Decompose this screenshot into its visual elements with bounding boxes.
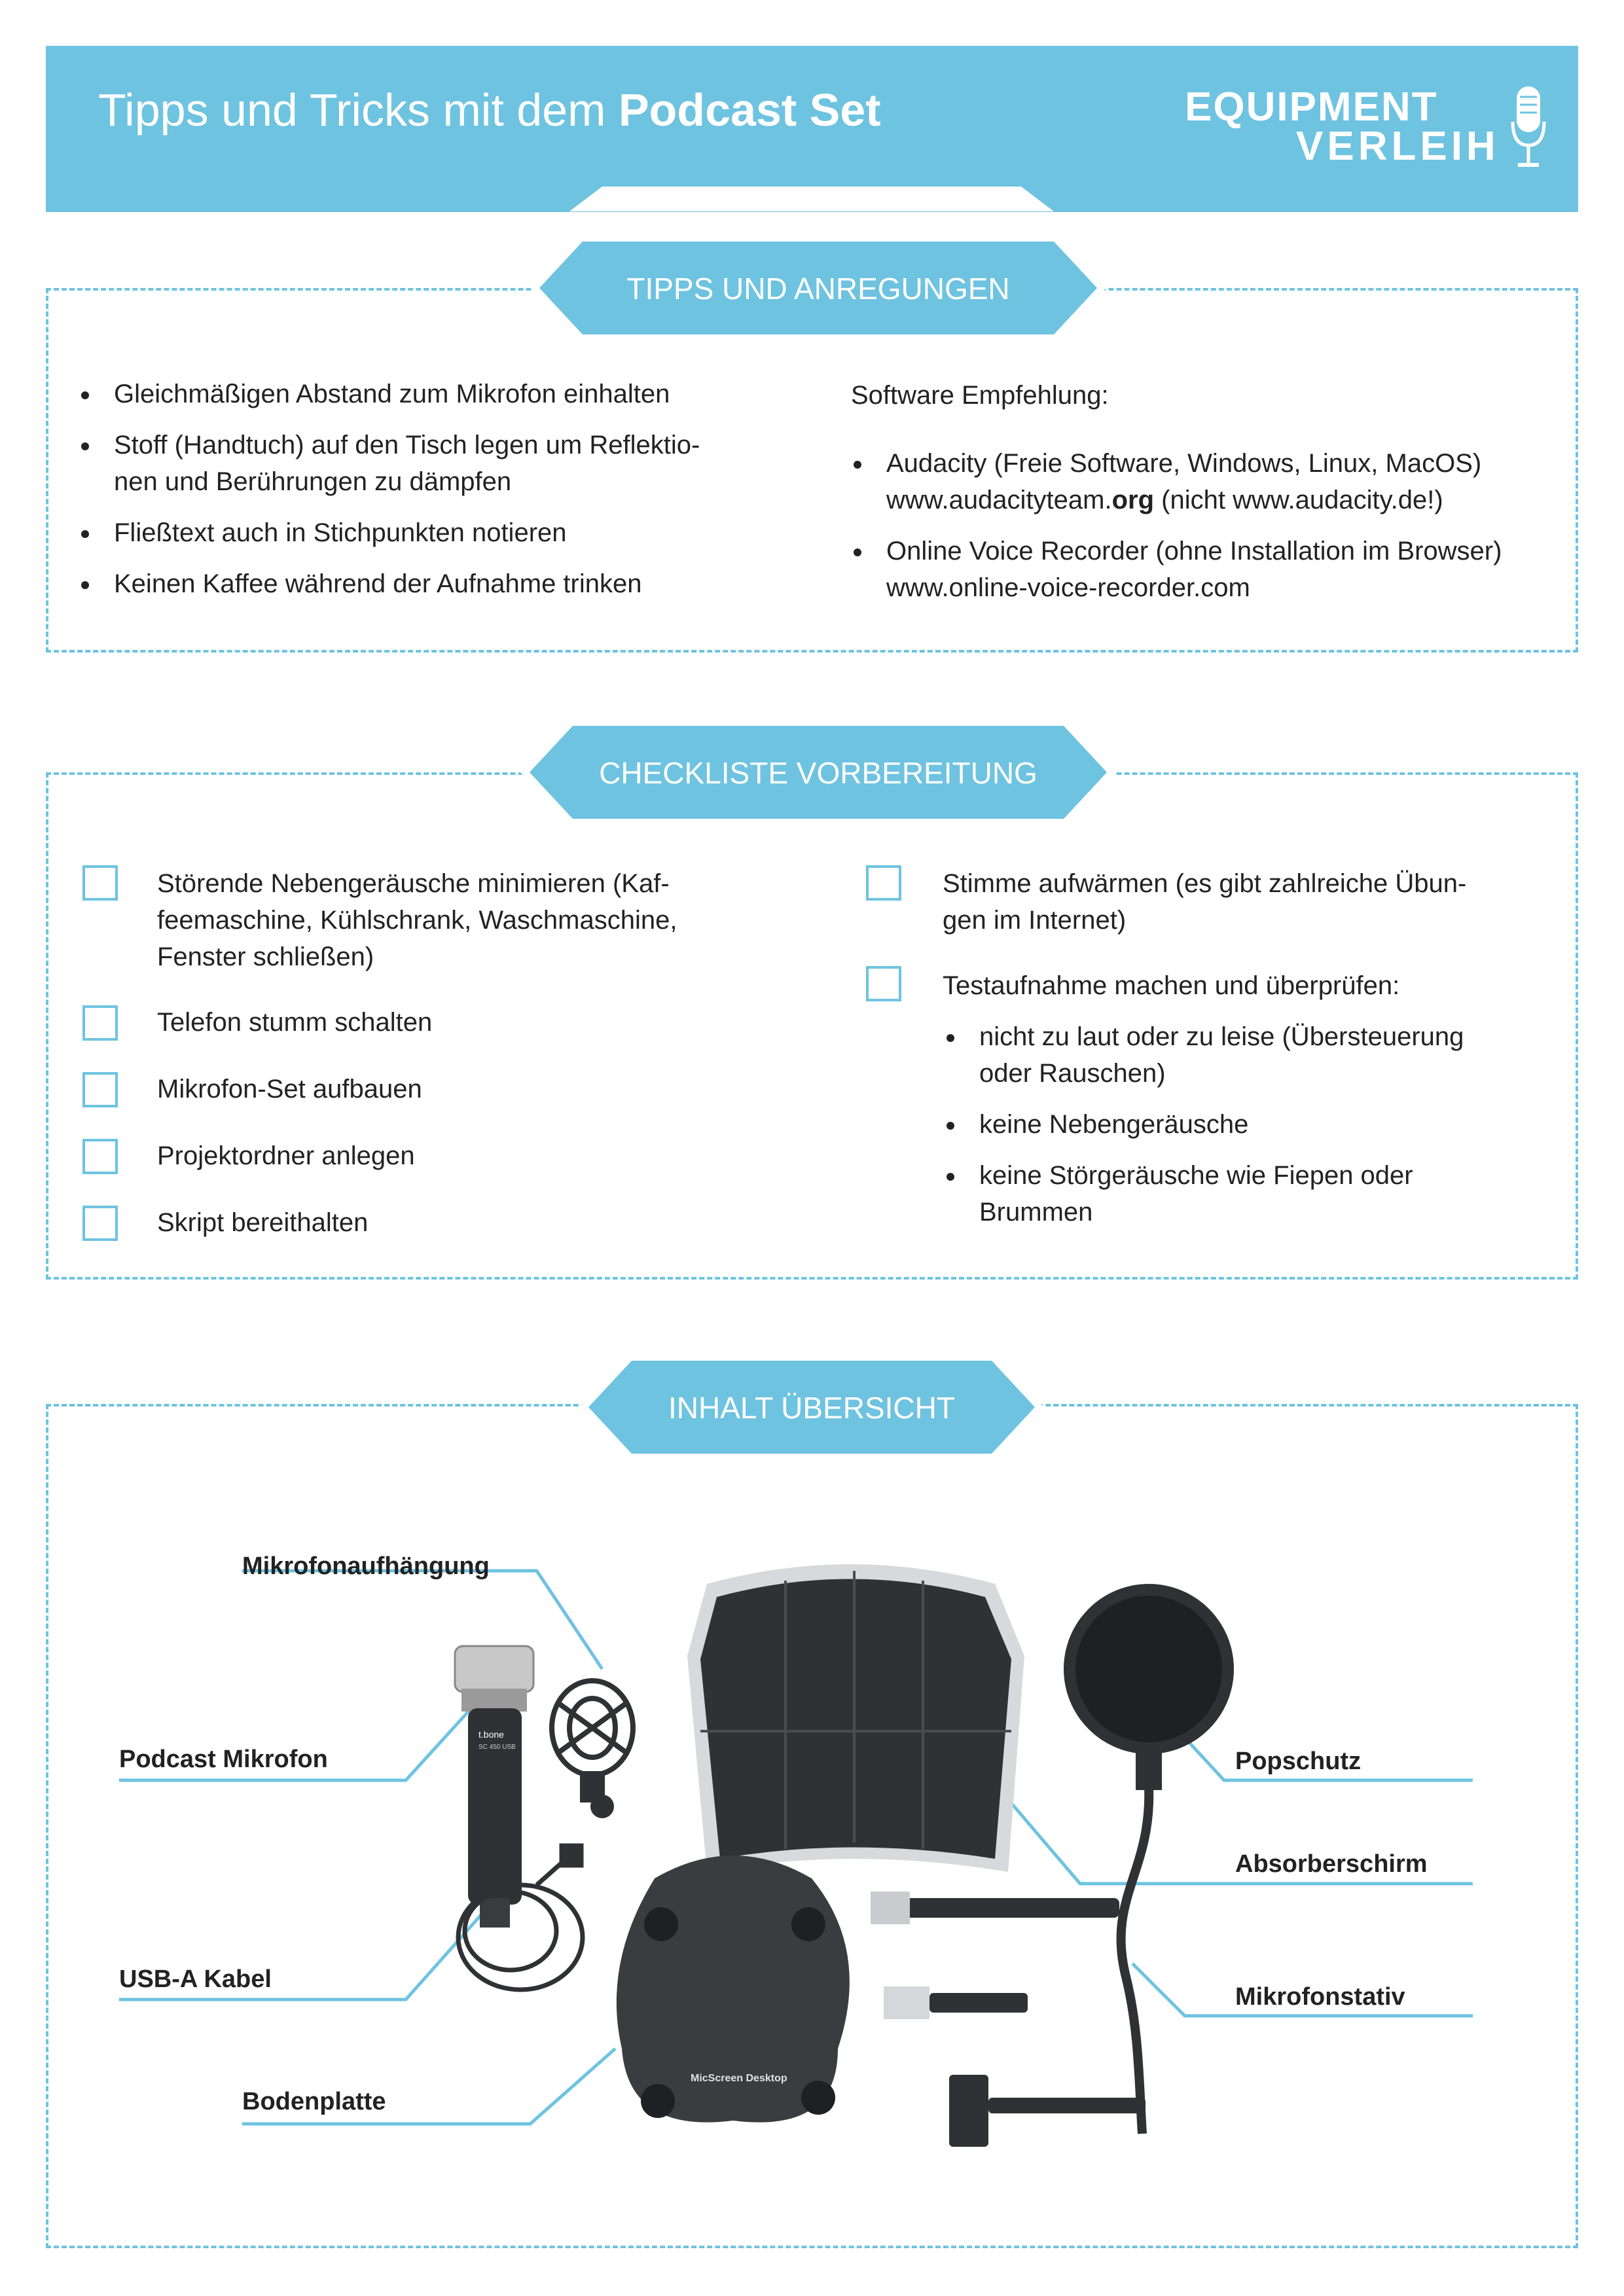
overview-banner-label: INHALT ÜBERSICHT (668, 1391, 955, 1425)
test-recording-sublist (943, 1018, 1571, 1245)
tip-item: Fließtext auch in Stichpunkten notieren (77, 514, 810, 551)
equipment-verleih-logo (1185, 79, 1551, 177)
mic-stand-parts (871, 1892, 1146, 2147)
mic-brand-text: t.bone (478, 1729, 504, 1740)
shock-mount (552, 1681, 633, 1816)
tips-banner-label: TIPPS UND ANREGUNGEN (626, 272, 1010, 306)
podcast-set-illustration (0, 1505, 1624, 2160)
checklist-item: Testaufnahme machen und überprüfen: (943, 971, 1400, 1000)
logo-line2: VERLEIH (1296, 124, 1500, 169)
checkbox[interactable] (82, 1139, 118, 1174)
label-absorberschirm: Absorberschirm (1235, 1850, 1428, 1878)
label-podcast-mikrofon: Podcast Mikrofon (119, 1746, 328, 1773)
software-item: Audacity (Freie Software, Windows, Linux, MacOS) www.audacityteam.org (nicht www.audacity.de!) (850, 445, 1576, 518)
checkbox[interactable] (82, 1005, 118, 1041)
checkbox[interactable] (866, 865, 901, 901)
software-item: Online Voice Recorder (ohne Installation im Browser) www.online-voice-recorder.com (850, 533, 1576, 606)
checklist-item: Störende Nebengeräusche minimieren (Kaf- feemaschine, Kühlschrank, Waschmaschine, Fenster schließen) (157, 869, 677, 971)
checklist-item: Mikrofon-Set aufbauen (157, 1075, 422, 1103)
checklist-item: Skript bereithalten (157, 1208, 369, 1237)
software-heading: Software Empfehlung: (851, 381, 1109, 410)
pop-filter (1064, 1584, 1234, 2134)
label-popschutz: Popschutz (1235, 1748, 1362, 1775)
tip-item: Stoff (Handtuch) auf den Tisch legen um Reflektio- nen und Berührungen zu dämpfen (77, 427, 810, 500)
checkbox[interactable] (866, 966, 901, 1001)
software-list (850, 445, 1576, 620)
base-plate (617, 1856, 850, 2123)
sub-bullet: keine Störgeräusche wie Fiepen oder Brummen (943, 1157, 1571, 1230)
label-mikrofonstativ: Mikrofonstativ (1235, 1983, 1405, 2011)
label-mikrofonaufhaengung: Mikrofonaufhängung (242, 1552, 490, 1580)
software-url[interactable]: www.online-voice-recorder.com (886, 573, 1250, 602)
mic-model-text: SC 450 USB (478, 1744, 516, 1751)
absorber-screen (687, 1564, 1024, 1872)
checklist-banner-label: CHECKLISTE VORBEREITUNG (599, 756, 1038, 790)
label-bodenplatte: Bodenplatte (242, 2088, 386, 2115)
page-title: Tipps und Tricks mit dem Podcast Set (98, 84, 881, 135)
checklist-item: Stimme aufwärmen (es gibt zahlreiche Übun- gen im Internet) (943, 869, 1467, 935)
microphone-icon (1509, 84, 1548, 175)
logo-line1: EQUIPMENT (1185, 84, 1438, 130)
tip-item: Keinen Kaffee während der Aufnahme trinken (77, 565, 810, 602)
sub-bullet: keine Nebengeräusche (943, 1106, 1571, 1143)
tips-list (77, 376, 810, 617)
checklist-item: Projektordner anlegen (157, 1141, 415, 1170)
checkbox[interactable] (82, 1206, 118, 1241)
checklist-item: Telefon stumm schalten (157, 1008, 433, 1037)
checkbox[interactable] (82, 865, 118, 901)
checkbox[interactable] (82, 1072, 118, 1107)
baseplate-text: MicScreen Desktop (691, 2073, 787, 2084)
software-url[interactable]: www.audacityteam.org (nicht www.audacity.de!) (886, 486, 1443, 514)
tip-item: Gleichmäßigen Abstand zum Mikrofon einhalten (77, 376, 810, 412)
label-usb-a-kabel: USB-A Kabel (119, 1965, 272, 1993)
sub-bullet: nicht zu laut oder zu leise (Übersteuerung oder Rauschen) (943, 1018, 1571, 1092)
